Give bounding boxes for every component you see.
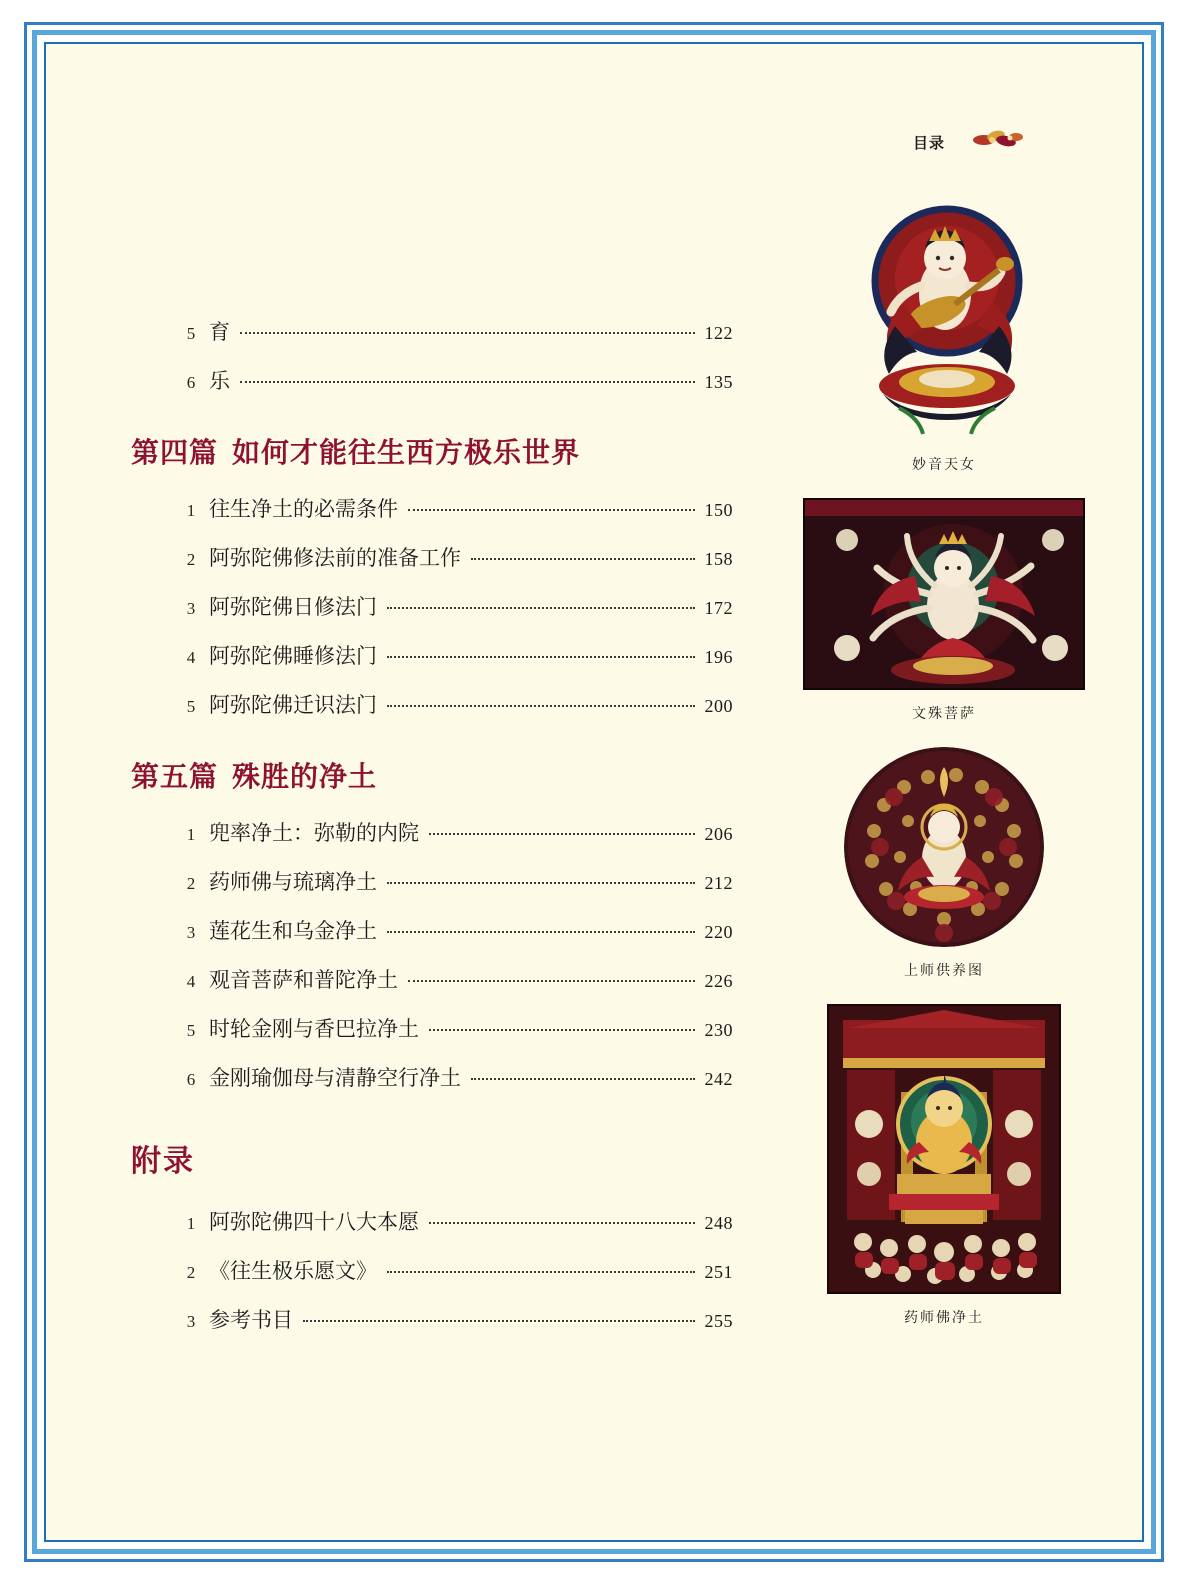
toc-entry-title: 阿弥陀佛迁识法门 [209, 693, 377, 717]
toc-entry[interactable] [173, 1062, 733, 1092]
toc-leader-dots [429, 1222, 695, 1224]
toc-leader-dots [408, 980, 695, 982]
toc-entry[interactable] [173, 866, 733, 896]
toc-leader-dots [240, 332, 695, 334]
toc-entry-number: 6 [186, 1070, 196, 1089]
section-heading-part-5 [131, 755, 733, 795]
toc-entry[interactable] [173, 365, 733, 395]
figure-caption: 妙音天女 [912, 458, 976, 473]
toc-leader-dots [387, 931, 695, 933]
toc-leader-dots [429, 1029, 695, 1031]
table-of-contents [131, 316, 733, 1353]
toc-entry-title: 金刚瑜伽母与清静空行净土 [209, 1066, 461, 1090]
toc-entry[interactable] [173, 542, 733, 572]
toc-entry[interactable] [173, 964, 733, 994]
toc-leader-dots [387, 705, 695, 707]
figure-caption: 药师佛净土 [904, 1311, 984, 1326]
toc-entry-number: 3 [186, 599, 196, 618]
toc-entry-title: 时轮金刚与香巴拉净土 [209, 1017, 419, 1041]
toc-entry-page: 220 [704, 922, 733, 942]
toc-entry-title: 莲花生和乌金净土 [209, 919, 377, 943]
toc-entry[interactable] [173, 1013, 733, 1043]
toc-entry[interactable] [173, 1255, 733, 1285]
toc-entry-page: 248 [704, 1213, 733, 1233]
toc-entry-title: 育 [209, 320, 230, 344]
toc-entry-page: 255 [704, 1311, 733, 1331]
toc-entry[interactable] [173, 493, 733, 523]
figure-guru-offering-image [844, 747, 1044, 947]
section-title: 殊胜的净土 [232, 761, 378, 792]
figure-caption: 上师供养图 [904, 964, 984, 979]
toc-entry-number: 2 [186, 550, 196, 569]
toc-entry-page: 226 [704, 971, 733, 991]
toc-leader-dots [429, 833, 695, 835]
toc-entry-number: 1 [186, 825, 196, 844]
toc-entry-page: 135 [704, 372, 733, 392]
toc-leader-dots [240, 381, 695, 383]
toc-entry-number: 1 [186, 501, 196, 520]
toc-entry[interactable] [173, 591, 733, 621]
figure-caption: 文殊菩萨 [912, 707, 976, 722]
toc-entry-page: 212 [704, 873, 733, 893]
toc-entry-number: 5 [186, 324, 196, 343]
toc-entry[interactable] [173, 640, 733, 670]
toc-entry-number: 6 [186, 373, 196, 392]
toc-entry-page: 122 [704, 323, 733, 343]
toc-entry[interactable] [173, 1304, 733, 1334]
toc-leader-dots [387, 656, 695, 658]
toc-entry-number: 3 [186, 923, 196, 942]
toc-entry-page: 150 [704, 500, 733, 520]
toc-leader-dots [387, 882, 695, 884]
toc-entry-number: 4 [186, 648, 196, 667]
section-number: 第五篇 [131, 761, 219, 792]
toc-entry-page: 242 [704, 1069, 733, 1089]
toc-entry-number: 2 [186, 1263, 196, 1282]
toc-entry[interactable] [173, 1206, 733, 1236]
toc-entry-title: 阿弥陀佛睡修法门 [209, 644, 377, 668]
figure-manjushri [794, 498, 1094, 723]
toc-entry-title: 往生净土的必需条件 [209, 497, 398, 521]
toc-leader-dots [471, 1078, 695, 1080]
toc-leader-dots [387, 607, 695, 609]
section-title: 如何才能往生西方极乐世界 [232, 437, 581, 468]
toc-entry-title: 阿弥陀佛日修法门 [209, 595, 377, 619]
toc-entry-title: 观音菩萨和普陀净土 [209, 968, 398, 992]
toc-entry-number: 1 [186, 1214, 196, 1233]
toc-entry-number: 3 [186, 1312, 196, 1331]
toc-entry-page: 230 [704, 1020, 733, 1040]
figure-manjushri-image [803, 498, 1085, 690]
toc-entry[interactable] [173, 817, 733, 847]
figure-saraswati-image [829, 186, 1059, 441]
page-content [48, 46, 1140, 1538]
toc-leader-dots [387, 1271, 695, 1273]
illustration-gallery [794, 186, 1094, 1351]
toc-entry[interactable] [173, 915, 733, 945]
toc-entry-number: 4 [186, 972, 196, 991]
figure-saraswati [794, 186, 1094, 474]
flower-ornament-icon [966, 124, 1030, 154]
toc-entry-number: 5 [186, 697, 196, 716]
toc-entry-title: 《往生极乐愿文》 [209, 1259, 377, 1283]
toc-entry-title: 兜率净土：弥勒的内院 [209, 821, 419, 845]
toc-leader-dots [408, 509, 695, 511]
toc-leader-dots [303, 1320, 695, 1322]
toc-entry[interactable] [173, 689, 733, 719]
section-heading-part-4 [131, 431, 733, 471]
toc-entry-title: 参考书目 [209, 1308, 293, 1332]
toc-entry-title: 乐 [209, 369, 230, 393]
appendix-heading: 附录 [131, 1145, 195, 1178]
toc-entry-page: 200 [704, 696, 733, 716]
toc-entry-page: 206 [704, 824, 733, 844]
toc-entry-title: 阿弥陀佛四十八大本愿 [209, 1210, 419, 1234]
toc-entry-title: 药师佛与琉璃净土 [209, 870, 377, 894]
figure-medicine-buddha-pureland [794, 1004, 1094, 1327]
section-number: 第四篇 [131, 437, 219, 468]
toc-entry[interactable] [173, 316, 733, 346]
toc-entry-page: 158 [704, 549, 733, 569]
toc-entry-number: 2 [186, 874, 196, 893]
figure-medicine-buddha-pureland-image [827, 1004, 1061, 1294]
toc-entry-page: 196 [704, 647, 733, 667]
toc-entry-number: 5 [186, 1021, 196, 1040]
toc-leader-dots [471, 558, 695, 560]
toc-entry-page: 172 [704, 598, 733, 618]
toc-entry-page: 251 [704, 1262, 733, 1282]
page-title: 目录 [912, 136, 945, 152]
toc-entry-title: 阿弥陀佛修法前的准备工作 [209, 546, 461, 570]
figure-guru-offering [794, 747, 1094, 980]
